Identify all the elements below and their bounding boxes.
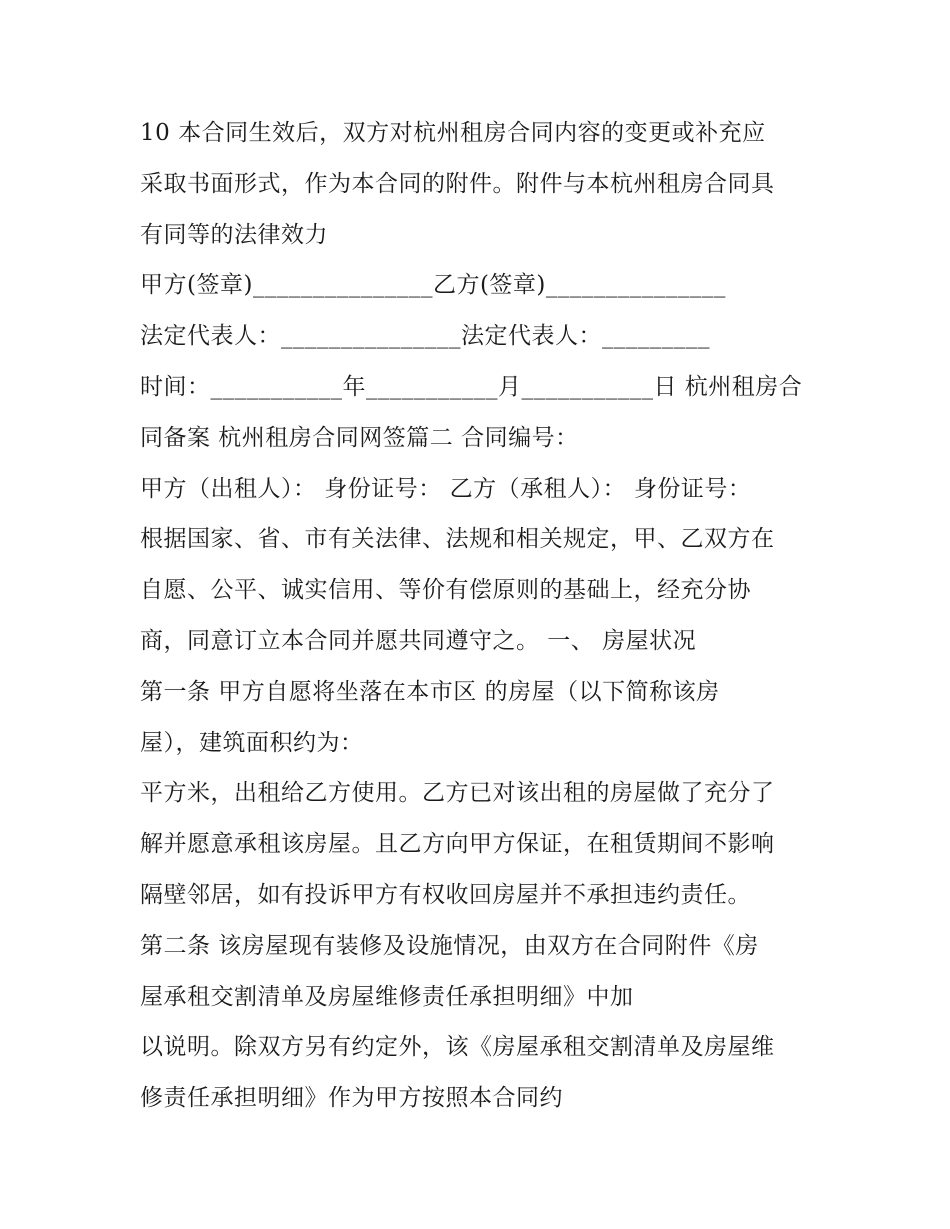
section-heading-line: 同备案 杭州租房合同网签篇二 合同编号： bbox=[140, 424, 579, 451]
signature-line-parties: 甲方(签章)_______________乙方(签章)_______________ bbox=[140, 272, 726, 299]
date-line: 时间：___________年___________月___________日 杭州租房合 bbox=[140, 373, 803, 400]
text-line-11: 商，同意订立本合同并愿共同遵守之。 一、 房屋状况 bbox=[140, 627, 697, 654]
text-line-18: 屋承租交割清单及房屋维修责任承担明细》中加 bbox=[140, 983, 634, 1010]
contract-text bbox=[140, 108, 830, 1124]
article-two-line: 第二条 该房屋现有装修及设施情况，由双方在合同附件《房 bbox=[140, 932, 759, 959]
text-line-19: 以说明。除双方另有约定外，该《房屋承租交割清单及房屋维 bbox=[140, 1034, 775, 1061]
text-line-16: 隔壁邻居，如有投诉甲方有权收回房屋并不承担违约责任。 bbox=[140, 881, 751, 908]
text-line-13: 屋），建筑面积约为： bbox=[140, 729, 364, 756]
text-line-9: 根据国家、省、市有关法律、法规和相关规定，甲、乙双方在 bbox=[140, 526, 775, 553]
text-line-2: 采取书面形式，作为本合同的附件。附件与本杭州租房合同具 bbox=[140, 170, 775, 197]
parties-line: 甲方（出租人）： 身份证号： 乙方（承租人）： 身份证号： bbox=[140, 475, 752, 502]
text-line-1: 10 本合同生效后，双方对杭州租房合同内容的变更或补充应 bbox=[140, 120, 766, 146]
text-line-3: 有同等的法律效力 bbox=[140, 221, 328, 248]
text-line-10: 自愿、公平、诚实信用、等价有偿原则的基础上，经充分协 bbox=[140, 577, 751, 604]
text-line-15: 解并愿意承租该房屋。且乙方向甲方保证，在租赁期间不影响 bbox=[140, 831, 775, 858]
text-line-14: 平方米，出租给乙方使用。乙方已对该出租的房屋做了充分了 bbox=[140, 780, 775, 807]
text-line-20: 修责任承担明细》作为甲方按照本合同约 bbox=[140, 1085, 563, 1112]
signature-line-representatives: 法定代表人：_______________法定代表人：_________ bbox=[140, 323, 710, 350]
article-one-line: 第一条 甲方自愿将坐落在本市区 的房屋（以下简称该房 bbox=[140, 678, 720, 705]
